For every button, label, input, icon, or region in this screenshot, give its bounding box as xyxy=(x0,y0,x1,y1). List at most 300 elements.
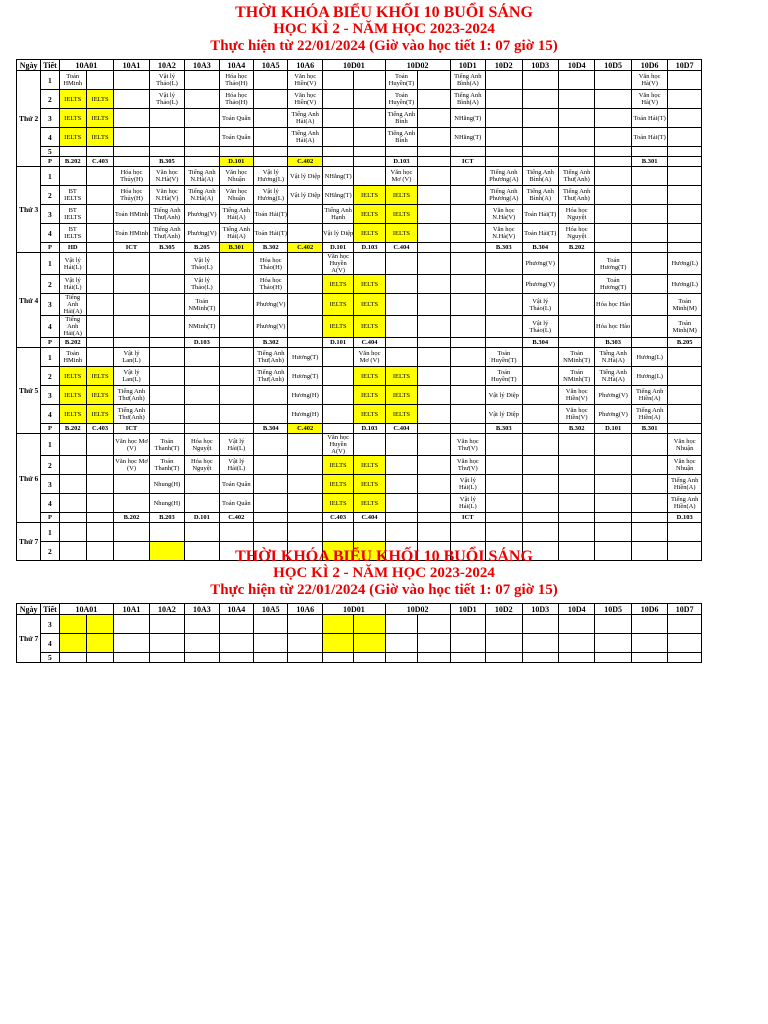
main-cell xyxy=(86,316,113,338)
cont-header-10d5: 10D5 xyxy=(595,604,631,615)
main-cell xyxy=(288,147,322,157)
cont-cell xyxy=(631,634,667,653)
main-cell: Tiếng Anh Hải(A) xyxy=(288,128,322,147)
main-cell: Toán Hương(T) xyxy=(595,275,631,294)
main-cell xyxy=(185,157,219,167)
main-cell: BT IELTS xyxy=(59,224,86,243)
main-cell xyxy=(486,128,522,147)
cont-header-10a5: 10A5 xyxy=(254,604,288,615)
main-cell xyxy=(418,424,450,434)
cont-cell xyxy=(486,634,522,653)
main-day-label: Thứ 6 xyxy=(17,434,41,523)
main-period-number: 2 xyxy=(41,90,59,109)
main-header-10d7: 10D7 xyxy=(668,60,702,71)
cont-cell xyxy=(668,653,702,663)
main-cell xyxy=(385,348,417,367)
cont-cell xyxy=(354,653,385,663)
main-cell: IELTS xyxy=(59,405,86,424)
main-cell: Văn học Nhuận xyxy=(219,167,253,186)
main-cell xyxy=(631,475,667,494)
main-header-10d5: 10D5 xyxy=(595,60,631,71)
title-line-3-repeat: Thực hiện từ 22/01/2024 (Giờ vào học tiết 1: 07 giờ 15) xyxy=(210,582,558,598)
main-cell xyxy=(114,253,149,275)
main-cell xyxy=(668,90,702,109)
main-cell: Văn học Mơ (V) xyxy=(114,434,149,456)
main-cell: IELTS xyxy=(354,186,385,205)
cont-cell xyxy=(59,653,86,663)
main-cell: Tiếng Anh Hải(A) xyxy=(288,109,322,128)
main-cell xyxy=(254,456,288,475)
main-cell xyxy=(522,523,558,542)
main-cell xyxy=(486,90,522,109)
main-cell: D.101 xyxy=(219,157,253,167)
main-day-label: Thứ 3 xyxy=(17,167,41,253)
main-cell: Văn học N.Hà(V) xyxy=(149,186,184,205)
main-cell xyxy=(385,513,417,523)
main-cell: Toán Hải(T) xyxy=(522,224,558,243)
main-cell xyxy=(668,348,702,367)
main-period-number: 4 xyxy=(41,405,59,424)
main-cell: Hóa học Thảo(H) xyxy=(219,71,253,90)
main-cell: D.103 xyxy=(354,243,385,253)
main-cell: IELTS xyxy=(59,386,86,405)
main-cell: C.403 xyxy=(86,424,113,434)
main-cell xyxy=(322,367,353,386)
main-day-label: Thứ 7 xyxy=(17,523,41,561)
main-cell: Văn học Nhuận xyxy=(219,186,253,205)
main-cell xyxy=(219,147,253,157)
main-cell: IELTS xyxy=(385,224,417,243)
main-cell: IELTS xyxy=(86,90,113,109)
main-cell: Toán Hương(T) xyxy=(595,253,631,275)
main-cell: D.101 xyxy=(322,243,353,253)
main-cell xyxy=(486,275,522,294)
main-cell xyxy=(322,348,353,367)
main-cell xyxy=(595,147,631,157)
cont-cell xyxy=(288,653,322,663)
main-cell: IELTS xyxy=(354,224,385,243)
main-cell: Văn học Huyền A(V) xyxy=(322,253,353,275)
main-cell xyxy=(254,90,288,109)
main-cell: NMinh(T) xyxy=(185,316,219,338)
cont-cell xyxy=(322,615,353,634)
main-cell xyxy=(185,90,219,109)
cont-cell xyxy=(114,615,149,634)
main-cell xyxy=(558,456,594,475)
main-cell xyxy=(522,90,558,109)
main-cell xyxy=(418,513,450,523)
main-cell: B.205 xyxy=(668,338,702,348)
main-cell xyxy=(288,434,322,456)
main-cell xyxy=(288,494,322,513)
main-cell: Hương(T) xyxy=(288,367,322,386)
main-cell: IELTS xyxy=(59,128,86,147)
main-cell xyxy=(418,128,450,147)
main-cell: Văn học Thư(V) xyxy=(450,434,485,456)
main-cell xyxy=(149,316,184,338)
main-cell: IELTS xyxy=(322,456,353,475)
main-cell: Vật lý Hương(L) xyxy=(254,186,288,205)
main-cell: Hóa học Thảo(H) xyxy=(254,275,288,294)
main-cell xyxy=(486,71,522,90)
main-cell xyxy=(114,157,149,167)
main-cell: Vật lý Thảo(L) xyxy=(185,253,219,275)
main-cell: B.303 xyxy=(595,338,631,348)
main-cell xyxy=(385,294,417,316)
main-cell xyxy=(86,523,113,542)
cont-cell xyxy=(254,615,288,634)
cont-cell xyxy=(418,653,450,663)
main-cell: Toán HMinh xyxy=(114,224,149,243)
main-cell: Tiếng Anh Bình(A) xyxy=(522,167,558,186)
main-cell: Văn học N.Hà(V) xyxy=(149,167,184,186)
main-cell: Toán Thanh(T) xyxy=(149,456,184,475)
main-cell xyxy=(522,513,558,523)
main-cell xyxy=(418,405,450,424)
main-cell: Phương(V) xyxy=(595,405,631,424)
main-cell xyxy=(668,109,702,128)
main-cell: Toán Huyền(T) xyxy=(385,71,417,90)
main-cell xyxy=(418,90,450,109)
main-cell xyxy=(185,348,219,367)
main-cell xyxy=(86,348,113,367)
main-cell: Vật lý Diệp xyxy=(288,186,322,205)
main-cell xyxy=(86,186,113,205)
main-cell xyxy=(486,434,522,456)
main-cell: C.404 xyxy=(354,338,385,348)
cont-header-10d2: 10D2 xyxy=(486,604,522,615)
main-cell xyxy=(595,205,631,224)
cont-cell xyxy=(486,615,522,634)
main-cell xyxy=(450,424,485,434)
main-cell: Văn học Huyền A(V) xyxy=(322,434,353,456)
main-cell xyxy=(418,294,450,316)
main-cell xyxy=(185,494,219,513)
main-cell xyxy=(450,367,485,386)
main-cell xyxy=(354,71,385,90)
main-cell xyxy=(595,456,631,475)
cont-cell xyxy=(385,653,417,663)
main-cell: Hóa học Nguyệt xyxy=(558,224,594,243)
main-cell xyxy=(385,253,417,275)
cont-cell xyxy=(558,653,594,663)
main-cell xyxy=(114,338,149,348)
cont-cell xyxy=(631,615,667,634)
main-cell: Hóa học Thủy(H) xyxy=(114,167,149,186)
main-period-number: P xyxy=(41,424,59,434)
main-cell: C.403 xyxy=(322,513,353,523)
main-cell xyxy=(385,434,417,456)
main-period-number: 3 xyxy=(41,109,59,128)
main-cell xyxy=(522,157,558,167)
main-cell: IELTS xyxy=(354,316,385,338)
main-cell xyxy=(114,316,149,338)
cont-header-10a01: 10A01 xyxy=(59,604,114,615)
main-cell: IELTS xyxy=(354,294,385,316)
main-cell: Phương(V) xyxy=(185,205,219,224)
main-cell: Vật lý Hải(L) xyxy=(219,434,253,456)
main-cell: IELTS xyxy=(59,367,86,386)
cont-cell xyxy=(149,634,184,653)
cont-cell xyxy=(288,615,322,634)
main-cell xyxy=(450,405,485,424)
main-cell xyxy=(418,456,450,475)
main-cell: Vật lý Lan(L) xyxy=(114,367,149,386)
main-cell: Văn học Thư(V) xyxy=(450,456,485,475)
main-cell xyxy=(522,456,558,475)
main-period-number: 4 xyxy=(41,128,59,147)
main-cell: Toán HMinh xyxy=(59,348,86,367)
main-cell xyxy=(86,338,113,348)
main-cell xyxy=(185,475,219,494)
main-cell xyxy=(385,523,417,542)
main-cell xyxy=(558,513,594,523)
main-cell xyxy=(149,386,184,405)
cont-cell xyxy=(114,634,149,653)
cont-header-10d7: 10D7 xyxy=(668,604,702,615)
main-cell xyxy=(219,424,253,434)
main-cell xyxy=(558,294,594,316)
main-cell: BT IELTS xyxy=(59,186,86,205)
main-cell: Tiếng Anh Thư(Anh) xyxy=(149,205,184,224)
main-cell xyxy=(288,456,322,475)
main-cell xyxy=(522,475,558,494)
main-cell xyxy=(254,157,288,167)
cont-cell xyxy=(149,653,184,663)
main-cell: HD xyxy=(59,243,86,253)
main-cell: IELTS xyxy=(354,367,385,386)
main-cell: Tiếng Anh Hạnh xyxy=(322,205,353,224)
main-cell xyxy=(418,147,450,157)
cont-cell xyxy=(86,653,113,663)
cont-cell xyxy=(558,615,594,634)
main-cell xyxy=(59,456,86,475)
main-cell xyxy=(668,224,702,243)
main-cell xyxy=(254,405,288,424)
main-cell: IELTS xyxy=(59,90,86,109)
main-cell: Tiếng Anh Phương(A) xyxy=(486,186,522,205)
main-cell xyxy=(418,205,450,224)
cont-cell xyxy=(522,615,558,634)
main-cell: Toán Quân xyxy=(219,128,253,147)
main-cell xyxy=(522,109,558,128)
main-cell xyxy=(522,348,558,367)
main-cell: C.402 xyxy=(288,424,322,434)
main-cell: Vật lý Thảo(L) xyxy=(522,294,558,316)
main-cell: IELTS xyxy=(354,205,385,224)
main-cell xyxy=(595,523,631,542)
main-cell xyxy=(595,157,631,167)
main-cell xyxy=(631,316,667,338)
main-header-10d2: 10D2 xyxy=(486,60,522,71)
main-cell: Văn học Nhuận xyxy=(668,434,702,456)
main-cell: C.403 xyxy=(86,157,113,167)
cont-cell xyxy=(522,634,558,653)
main-period-number: 1 xyxy=(41,523,59,542)
main-cell: Tiếng Anh Bình xyxy=(385,109,417,128)
main-cell: B.304 xyxy=(254,424,288,434)
main-cell xyxy=(631,243,667,253)
main-cell xyxy=(522,367,558,386)
main-cell: Hóa học Nguyệt xyxy=(185,434,219,456)
main-cell: Phương(V) xyxy=(522,275,558,294)
cont-header-ti-t: Tiết xyxy=(41,604,59,615)
cont-cell xyxy=(595,634,631,653)
main-cell xyxy=(631,523,667,542)
main-cell xyxy=(418,434,450,456)
main-cell: IELTS xyxy=(354,386,385,405)
main-cell xyxy=(288,224,322,243)
main-cell xyxy=(149,367,184,386)
main-cell xyxy=(668,147,702,157)
main-period-number: 1 xyxy=(41,253,59,275)
main-cell: Toán Hải(T) xyxy=(254,205,288,224)
main-cell: Toán Huyền(T) xyxy=(385,90,417,109)
cont-cell xyxy=(322,634,353,653)
main-cell: Văn học Hiền(V) xyxy=(558,386,594,405)
main-cell xyxy=(149,128,184,147)
main-cell: C.404 xyxy=(385,424,417,434)
main-cell xyxy=(354,157,385,167)
main-cell xyxy=(418,338,450,348)
main-cell xyxy=(288,253,322,275)
cont-cell xyxy=(486,653,522,663)
main-cell xyxy=(254,128,288,147)
main-cell: B.203 xyxy=(149,513,184,523)
main-cell xyxy=(149,338,184,348)
cont-header-10d6: 10D6 xyxy=(631,604,667,615)
main-cell xyxy=(219,348,253,367)
main-header-10a4: 10A4 xyxy=(219,60,253,71)
main-period-number: 2 xyxy=(41,367,59,386)
cont-header-10d1: 10D1 xyxy=(450,604,485,615)
main-cell xyxy=(185,147,219,157)
timetable-continued xyxy=(16,603,702,663)
main-cell xyxy=(486,513,522,523)
main-cell: Tiếng Anh N.Hà(A) xyxy=(595,348,631,367)
main-cell: Vật lý Hải(L) xyxy=(59,275,86,294)
main-cell xyxy=(558,109,594,128)
main-cell: Vật lý Thảo(L) xyxy=(149,90,184,109)
main-cell xyxy=(668,405,702,424)
main-cell xyxy=(59,475,86,494)
main-cell xyxy=(595,186,631,205)
main-cell xyxy=(631,456,667,475)
main-cell: Tiếng Anh Thư(Anh) xyxy=(114,405,149,424)
main-cell xyxy=(86,294,113,316)
main-cell xyxy=(631,494,667,513)
main-cell: Vật lý Thảo(L) xyxy=(185,275,219,294)
main-cell: Tiếng Anh Thư(Anh) xyxy=(254,367,288,386)
main-cell: IELTS xyxy=(354,405,385,424)
main-cell xyxy=(558,90,594,109)
main-cell xyxy=(354,253,385,275)
main-cell xyxy=(558,71,594,90)
main-period-number: 3 xyxy=(41,294,59,316)
main-cell xyxy=(254,147,288,157)
main-cell xyxy=(450,348,485,367)
main-cell xyxy=(668,157,702,167)
main-cell: ICT xyxy=(114,424,149,434)
main-cell: B.202 xyxy=(59,157,86,167)
main-cell xyxy=(595,224,631,243)
main-cell: B.305 xyxy=(149,157,184,167)
main-cell xyxy=(668,186,702,205)
main-cell xyxy=(149,424,184,434)
main-cell xyxy=(450,167,485,186)
main-cell: D.103 xyxy=(668,513,702,523)
cont-cell xyxy=(86,634,113,653)
main-cell: Hóa học Thảo(H) xyxy=(254,253,288,275)
main-cell: Nhung(H) xyxy=(149,494,184,513)
main-cell xyxy=(288,205,322,224)
main-cell xyxy=(322,71,353,90)
main-cell: Toán NMinh(T) xyxy=(558,367,594,386)
main-cell xyxy=(149,348,184,367)
main-cell xyxy=(450,224,485,243)
main-cell xyxy=(385,147,417,157)
main-cell: B.202 xyxy=(558,243,594,253)
main-cell xyxy=(149,275,184,294)
title-line-1-repeat: THỜI KHÓA BIỂU KHỐI 10 BUỔI SÁNG xyxy=(235,548,533,565)
main-cell: D.103 xyxy=(354,424,385,434)
cont-header-10d01: 10D01 xyxy=(322,604,385,615)
main-cell xyxy=(185,386,219,405)
main-period-number: P xyxy=(41,513,59,523)
cont-day-label: Thứ 7 xyxy=(17,615,41,663)
main-cell xyxy=(486,294,522,316)
cont-cell xyxy=(595,653,631,663)
main-header-10d3: 10D3 xyxy=(522,60,558,71)
main-cell xyxy=(418,224,450,243)
main-cell: Tiếng Anh Hải(A) xyxy=(59,316,86,338)
main-cell xyxy=(595,109,631,128)
main-cell: IELTS xyxy=(86,405,113,424)
main-cell: C.404 xyxy=(385,243,417,253)
main-cell xyxy=(385,475,417,494)
main-header-10a01: 10A01 xyxy=(59,60,114,71)
main-cell xyxy=(86,513,113,523)
main-cell: Hóa học Hào xyxy=(595,294,631,316)
cont-cell xyxy=(185,634,219,653)
main-cell: IELTS xyxy=(322,294,353,316)
main-cell xyxy=(486,147,522,157)
main-cell xyxy=(354,523,385,542)
main-cell xyxy=(288,316,322,338)
main-cell xyxy=(254,513,288,523)
main-cell xyxy=(288,475,322,494)
main-cell: Tiếng Anh Bình(A) xyxy=(450,71,485,90)
main-period-number: 1 xyxy=(41,434,59,456)
main-cell xyxy=(114,147,149,157)
main-cell: Tiếng Anh Phương(A) xyxy=(486,167,522,186)
main-cell xyxy=(418,348,450,367)
main-cell: Phương(V) xyxy=(185,224,219,243)
main-cell: Hóa học Thủy(H) xyxy=(114,186,149,205)
main-cell xyxy=(114,275,149,294)
main-day-label: Thứ 4 xyxy=(17,253,41,348)
cont-cell xyxy=(595,615,631,634)
cont-cell xyxy=(59,615,86,634)
main-cell: IELTS xyxy=(385,205,417,224)
main-cell: Vật lý Hải(L) xyxy=(219,456,253,475)
main-cell xyxy=(418,109,450,128)
main-cell: Toán Hải(T) xyxy=(522,205,558,224)
main-cell xyxy=(486,316,522,338)
main-day-label: Thứ 5 xyxy=(17,348,41,434)
main-cell xyxy=(486,456,522,475)
main-cell: Hóa học Nguyệt xyxy=(185,456,219,475)
